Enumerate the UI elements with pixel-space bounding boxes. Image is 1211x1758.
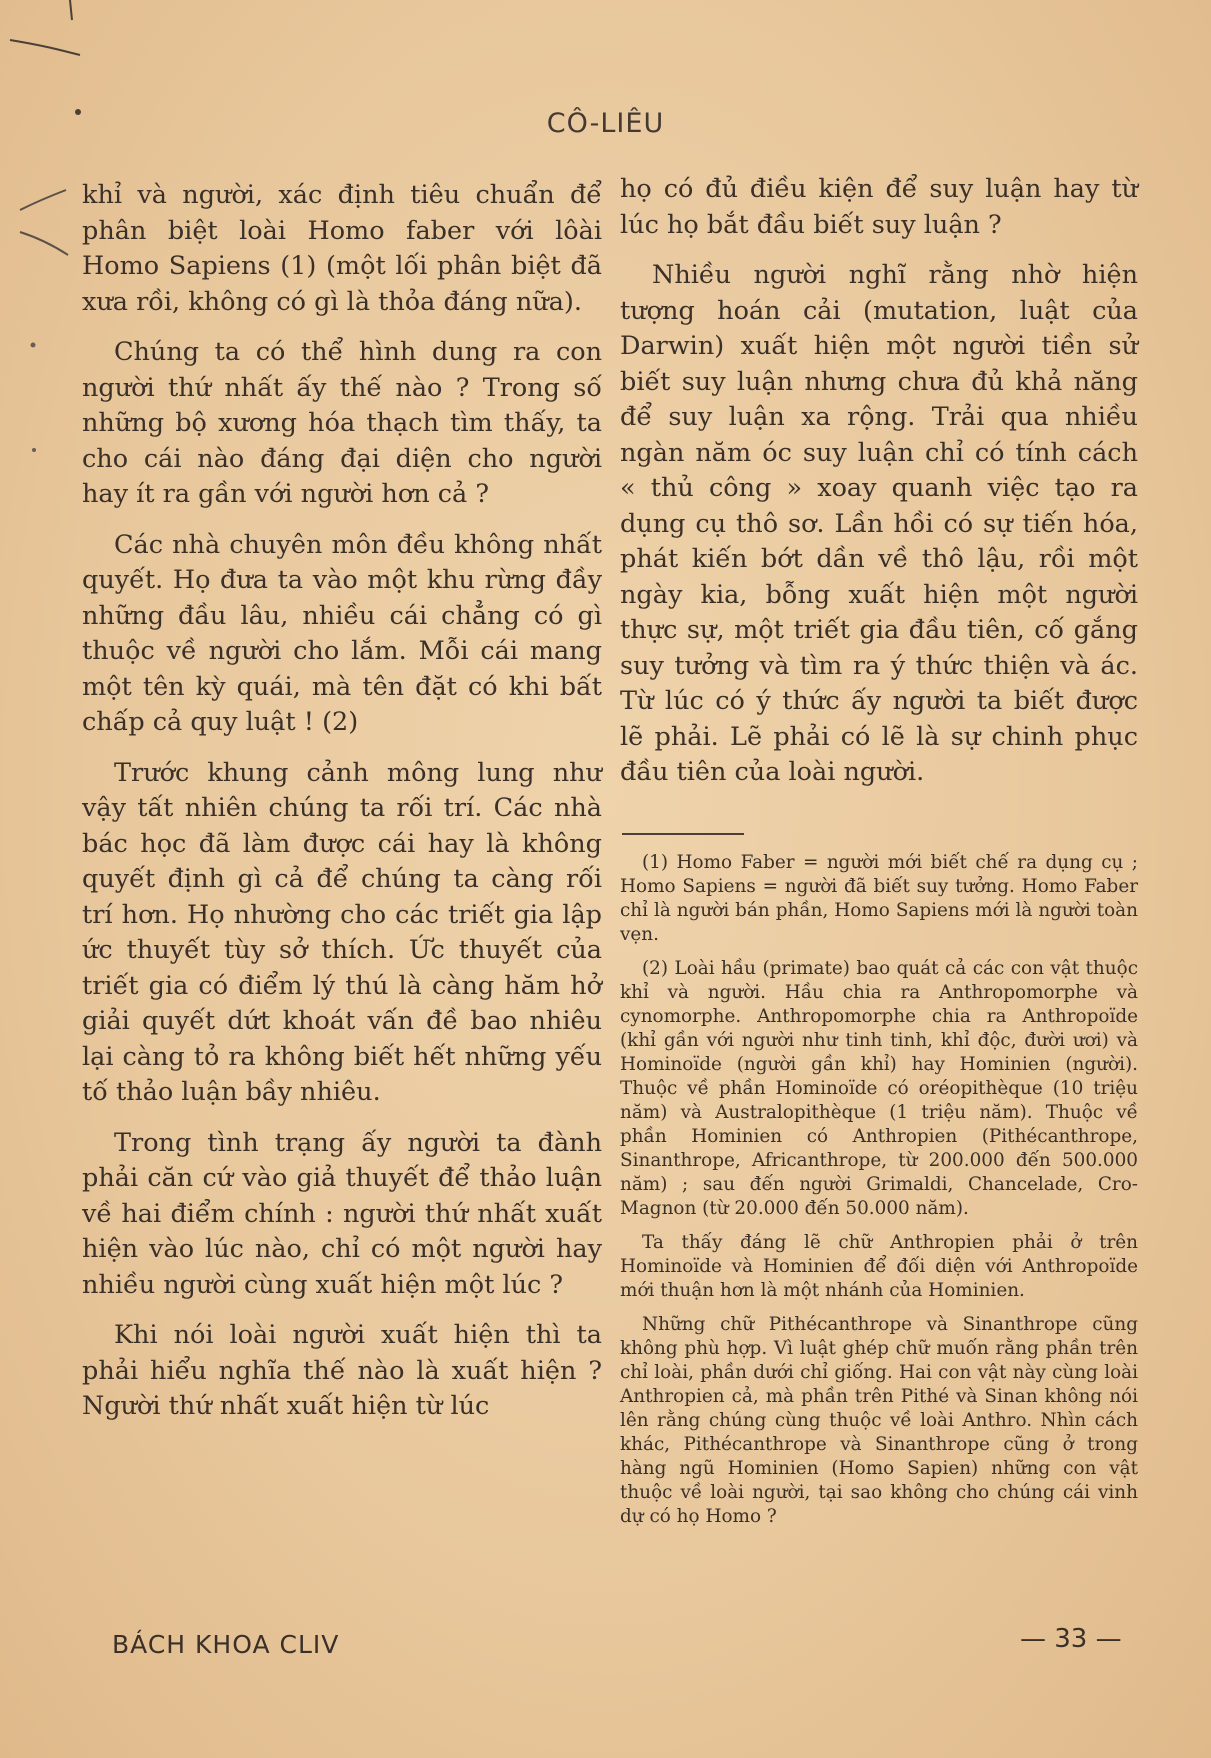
paragraph: họ có đủ điều kiện để suy luận hay từ lúc họ bắt đầu biết suy luận ? xyxy=(620,174,1138,240)
footnote-divider xyxy=(622,833,744,835)
paragraph: Trước khung cảnh mông lung như vậy tất nhiên chúng ta rối trí. Các nhà bác học đã làm được cái hay là không quyết định gì cả để chúng ta càng rối trí hơn. Họ nhường cho các triết gia lập ức thuyết tùy sở thích. Ức thuyết của triết gia có điểm lý thú là càng hăm hở giải quyết dứt khoát vấn đề bao nhiêu lại càng tỏ ra không biết hết những yếu tố thảo luận bầy nhiêu. xyxy=(82,757,602,1107)
footnote: (2) Loài hầu (primate) bao quát cả các con vật thuộc khỉ và người. Hầu chia ra Anthropomorphe và cynomorphe. Anthropomorphe chia ra Anthropoïde (khỉ gần với người như tinh tinh, khỉ độc, đười ươi) và Hominoïde (người gần khỉ) hay Hominien (người). Thuộc về phần Hominoïde có oréopithèque (10 triệu năm) và Australopithèque (1 triệu năm). Thuộc về phần Hominien có Anthropien (Pithécanthrope, Sinanthrope, Africanthrope, từ 200.000 đến 500.000 năm) ; sau đến người Grimaldi, Chancelade, Cro-Magnon (từ 20.000 đến 50.000 năm). xyxy=(620,957,1138,1219)
paragraph: Nhiều người nghĩ rằng nhờ hiện tượng hoán cải (mutation, luật của Darwin) xuất hiện một người tiền sử biết suy luận nhưng chưa đủ khả năng để suy luận xa rộng. Trải qua nhiều ngàn năm óc suy luận chỉ có tính cách « thủ công » xoay quanh việc tạo ra dụng cụ thô sơ. Lần hồi có sự tiến hóa, phát kiến bớt dần về thô lậu, rồi một ngày kia, bỗng xuất hiện một người thực sự, một triết gia đầu tiên, cố gắng suy tưởng và tìm ra ý thức thiện và ác. Từ lúc có ý thức ấy người ta biết được lẽ phải. Lẽ phải có lẽ là sự chinh phục đầu tiên của loài người. xyxy=(620,260,1138,787)
paragraph: Trong tình trạng ấy người ta đành phải căn cứ vào giả thuyết để thảo luận về hai điểm chính : người thứ nhất xuất hiện vào lúc nào, chỉ có một người hay nhiều người cùng xuất hiện một lúc ? xyxy=(82,1127,602,1300)
footnote: Những chữ Pithécanthrope và Sinanthrope cũng không phù hợp. Vì luật ghép chữ muốn rằng phần trên chỉ loài, phần dưới chỉ giống. Hai con vật này cùng loài Anthropien cả, mà phần trên Pithé và Sinan không nói lên rằng chúng cùng thuộc về loài Anthro. Nhìn cách khác, Pithécanthrope và Sinanthrope cũng ở trong hàng ngũ Hominien (Homo Sapien) những con vật thuộc về loài người, tại sao không cho chúng cái vinh dự có họ Homo ? xyxy=(620,1313,1138,1527)
left-column xyxy=(82,178,602,1440)
footnote: Ta thấy đáng lẽ chữ Anthropien phải ở trên Hominoïde và Hominien để đối diện với Anthropoïde mới thuận hơn là một nhánh của Hominien. xyxy=(620,1231,1138,1301)
paragraph: khỉ và người, xác định tiêu chuẩn để phân biệt loài Homo faber với lôài Homo Sapiens (1) (một lối phân biệt đã xưa rồi, không có gì là thỏa đáng nữa). xyxy=(82,180,602,317)
paragraph: Chúng ta có thể hình dung ra con người thứ nhất ấy thế nào ? Trong số những bộ xương hóa thạch tìm thấy, ta cho cái nào đáng đại diện cho người hay ít ra gần với người hơn cả ? xyxy=(82,337,602,509)
magazine-footer: BÁCH KHOA CLIV xyxy=(112,1630,340,1659)
paragraph: Các nhà chuyên môn đều không nhất quyết. Họ đưa ta vào một khu rừng đầy những đầu lâu, nhiều cái chẳng có gì thuộc về người cho lắm. Mỗi cái mang một tên kỳ quái, mà tên đặt có khi bất chấp cả quy luật ! (2) xyxy=(82,529,602,737)
paragraph: Khi nói loài người xuất hiện thì ta phải hiểu nghĩa thế nào là xuất hiện ? Người thứ nhất xuất hiện từ lúc xyxy=(82,1320,602,1421)
footnote: (1) Homo Faber = người mới biết chế ra dụng cụ ; Homo Sapiens = người đã biết suy tưởng. Homo Faber chỉ là người bán phần, Homo Sapiens mới là người toàn vẹn. xyxy=(620,851,1138,945)
page-number: — 33 — xyxy=(1020,1624,1122,1654)
right-column xyxy=(620,172,1138,1539)
footnotes xyxy=(620,851,1138,1529)
page-header: CÔ-LIÊU xyxy=(546,108,665,139)
